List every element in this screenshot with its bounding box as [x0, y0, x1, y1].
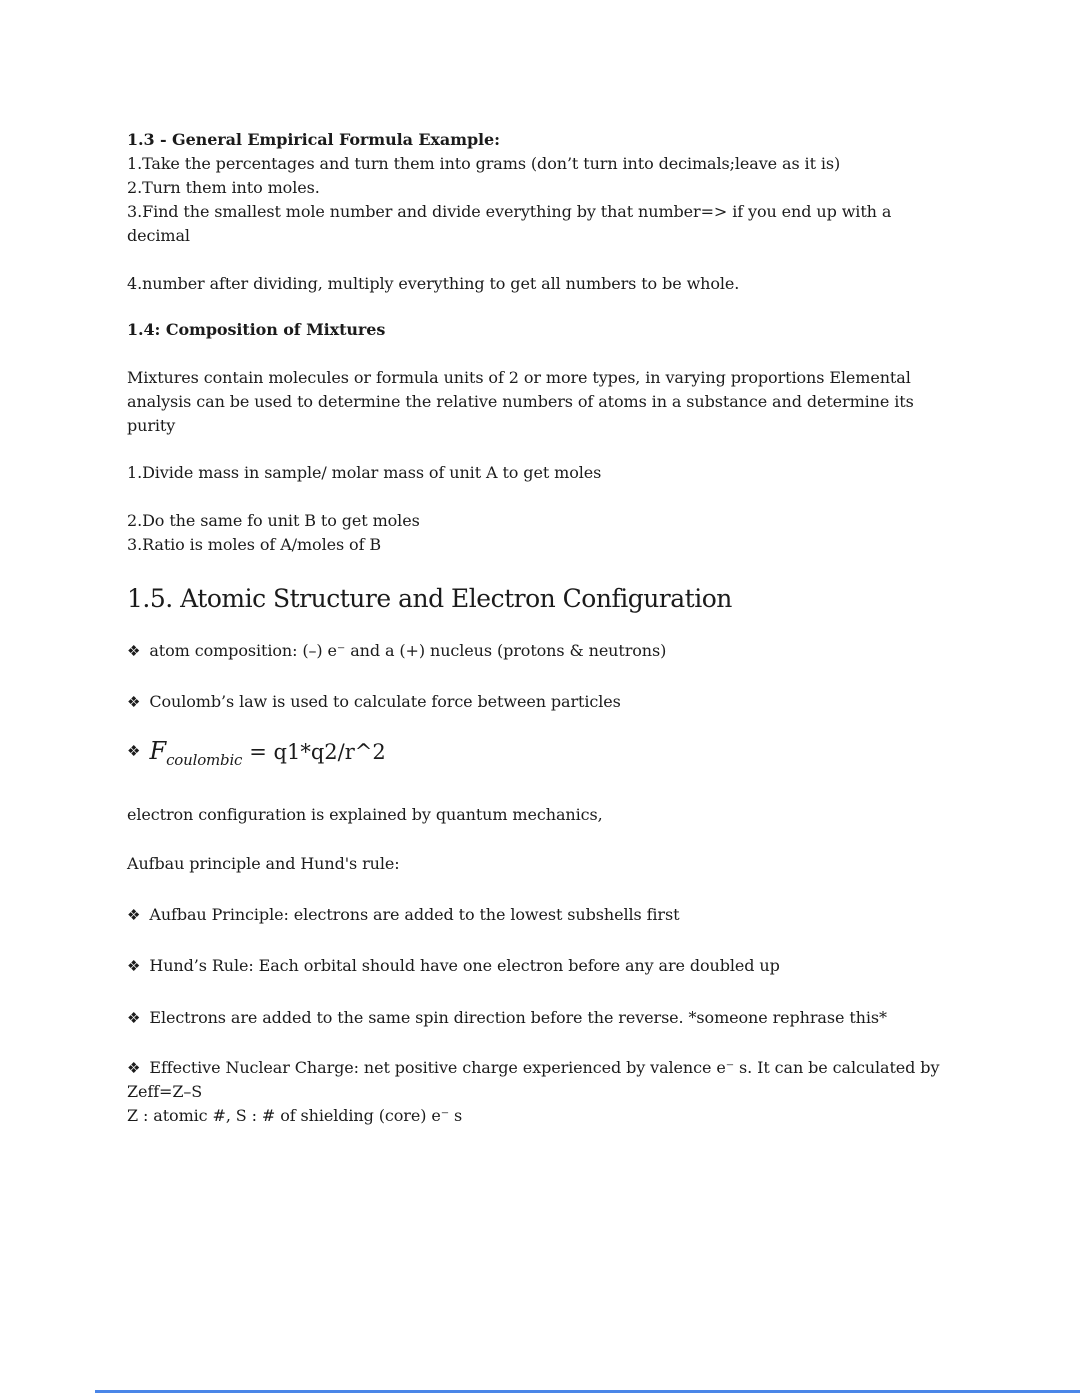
diamond-bullet-icon: ❖: [127, 642, 141, 660]
bullet-coulomb-law: [127, 690, 960, 714]
bullet-coulomb-law-text: Coulomb’s law is used to calculate force between particles: [149, 692, 621, 711]
bullet-aufbau-principle-text: Aufbau Principle: electrons are added to the lowest subshells first: [149, 905, 680, 924]
mixtures-step-3: 3.Ratio is moles of A/moles of B: [127, 535, 382, 554]
diamond-bullet-icon: ❖: [127, 693, 141, 711]
bullet-spin-direction: [127, 1006, 960, 1030]
zeff-formula-line: Zeff=Z–S: [127, 1082, 203, 1101]
bullet-atom-composition-text: atom composition: (–) e⁻ and a (+) nucleus (protons & neutrons): [149, 641, 667, 660]
bullet-atom-composition: [127, 639, 960, 663]
bullet-hund-rule: [127, 954, 960, 978]
bullet-aufbau-principle: [127, 903, 960, 927]
mixtures-paragraph-line-1: Mixtures contain molecules or formula units of 2 or more types, in varying proportions Elemental: [127, 368, 911, 387]
mixtures-step-1: 1.Divide mass in sample/ molar mass of unit A to get moles: [127, 463, 602, 482]
formula-force-symbol: F: [149, 737, 167, 765]
diamond-bullet-icon: ❖: [127, 742, 141, 760]
coulomb-formula: [127, 734, 960, 777]
zeff-definition-line: Z : atomic #, S : # of shielding (core) e⁻ s: [127, 1106, 463, 1125]
mixtures-paragraph-line-2: analysis can be used to determine the relative numbers of atoms in a substance and determine its: [127, 392, 914, 411]
mixtures-paragraph-line-3: purity: [127, 416, 176, 435]
bullet-effective-nuclear-charge-text: Effective Nuclear Charge: net positive charge experienced by valence e⁻ s. It can be calculated by: [149, 1058, 940, 1077]
diamond-bullet-icon: ❖: [127, 906, 141, 924]
formula-subscript: coulombic: [166, 751, 243, 769]
section-1-4-heading: 1.4: Composition of Mixtures: [127, 320, 386, 339]
empirical-step-4: 4.number after dividing, multiply everything to get all numbers to be whole.: [127, 274, 740, 293]
mixtures-step-2: 2.Do the same fo unit B to get moles: [127, 511, 420, 530]
diamond-bullet-icon: ❖: [127, 957, 141, 975]
diamond-bullet-icon: ❖: [127, 1059, 141, 1077]
empirical-step-2: 2.Turn them into moles.: [127, 178, 320, 197]
empirical-step-3-continuation: decimal: [127, 226, 190, 245]
quantum-mechanics-paragraph: electron configuration is explained by quantum mechanics,: [127, 805, 603, 824]
section-1-5-heading: 1.5. Atomic Structure and Electron Configuration: [127, 584, 732, 613]
formula-expression: = q1*q2/r^2: [249, 740, 386, 764]
empirical-step-1: 1.Take the percentages and turn them into grams (don’t turn into decimals;leave as it is): [127, 154, 841, 173]
empirical-step-3: 3.Find the smallest mole number and divide everything by that number=> if you end up with a: [127, 202, 892, 221]
bullet-effective-nuclear-charge: [127, 1056, 960, 1080]
bullet-hund-rule-text: Hund’s Rule: Each orbital should have one electron before any are doubled up: [149, 956, 780, 975]
section-1-3-heading: 1.3 - General Empirical Formula Example:: [127, 130, 500, 149]
bullet-spin-direction-text: Electrons are added to the same spin direction before the reverse. *someone rephrase this*: [149, 1008, 887, 1027]
aufbau-hund-intro-paragraph: Aufbau principle and Hund's rule:: [127, 854, 400, 873]
diamond-bullet-icon: ❖: [127, 1009, 141, 1027]
page-bottom-accent-line: [95, 1390, 1080, 1393]
